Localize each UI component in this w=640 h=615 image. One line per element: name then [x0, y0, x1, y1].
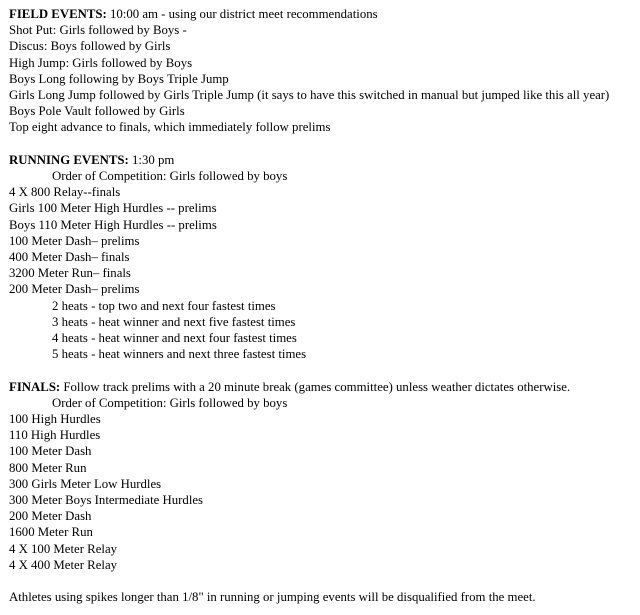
field-events-time: 10:00 am - using our district meet recommendations — [106, 7, 378, 21]
running-order-of-competition: Order of Competition: Girls followed by boys — [52, 169, 288, 184]
running-event-line: 400 Meter Dash– finals — [9, 250, 130, 265]
finals-event-line: 4 X 400 Meter Relay — [9, 557, 118, 572]
spacer — [9, 136, 640, 152]
heat-rule-line: 3 heats - heat winner and next five fastest times — [52, 314, 296, 329]
running-event-line: Girls 100 Meter High Hurdles -- prelims — [9, 201, 217, 216]
finals-event-line: 4 X 100 Meter Relay — [9, 541, 118, 556]
field-event-line: High Jump: Girls followed by Boys — [9, 55, 193, 70]
running-event-line: 4 X 800 Relay--finals — [9, 185, 121, 200]
spacer — [9, 573, 640, 589]
running-event-line: 200 Meter Dash– prelims — [9, 282, 140, 297]
finals-event-line: 800 Meter Run — [9, 460, 87, 475]
field-events-section — [9, 6, 640, 136]
field-event-line: Girls Long Jump followed by Girls Triple Jump (it says to have this switched in manual but jumped like this all year) — [9, 88, 610, 103]
running-events-section — [9, 152, 640, 363]
finals-event-line: 100 High Hurdles — [9, 412, 101, 427]
field-events-heading: FIELD EVENTS: — [9, 7, 107, 21]
finals-event-line: 100 Meter Dash — [9, 444, 92, 459]
finals-event-line: 300 Meter Boys Intermediate Hurdles — [9, 493, 204, 508]
spacer — [9, 362, 640, 378]
finals-event-line: 110 High Hurdles — [9, 428, 101, 443]
running-events-heading: RUNNING EVENTS: — [9, 152, 129, 167]
field-event-line: Shot Put: Girls followed by Boys - — [9, 23, 187, 38]
field-events-heading-line — [9, 6, 640, 22]
finals-order-of-competition: Order of Competition: Girls followed by boys — [52, 395, 288, 410]
finals-event-line: 300 Girls Meter Low Hurdles — [9, 476, 162, 491]
finals-description: Follow track prelims with a 20 minute break (games committee) unless weather dictates otherwise. — [60, 379, 571, 394]
running-events-time: 1:30 pm — [128, 152, 175, 167]
finals-heading-line — [9, 379, 640, 395]
running-event-line: 100 Meter Dash– prelims — [9, 233, 140, 248]
spikes-rule-note: Athletes using spikes longer than 1/8" in running or jumping events will be disqualified from the meet. — [9, 590, 536, 605]
running-events-heading-line — [9, 152, 640, 168]
heat-rule-line: 5 heats - heat winners and next three fastest times — [52, 347, 307, 362]
field-event-line: Boys Pole Vault followed by Girls — [9, 104, 185, 119]
running-event-line: 3200 Meter Run– finals — [9, 266, 131, 281]
field-event-line: Discus: Boys followed by Girls — [9, 39, 171, 54]
heat-rule-line: 4 heats - heat winner and next four fastest times — [52, 331, 297, 346]
heat-rule-line: 2 heats - top two and next four fastest times — [52, 298, 276, 313]
finals-heading: FINALS: — [9, 379, 61, 394]
field-event-line: Top eight advance to finals, which immediately follow prelims — [9, 120, 331, 135]
field-event-line: Boys Long following by Boys Triple Jump — [9, 71, 229, 86]
finals-event-line: 200 Meter Dash — [9, 509, 92, 524]
running-event-line: Boys 110 Meter High Hurdles -- prelims — [9, 217, 217, 232]
finals-section — [9, 379, 640, 573]
finals-event-line: 1600 Meter Run — [9, 525, 93, 540]
